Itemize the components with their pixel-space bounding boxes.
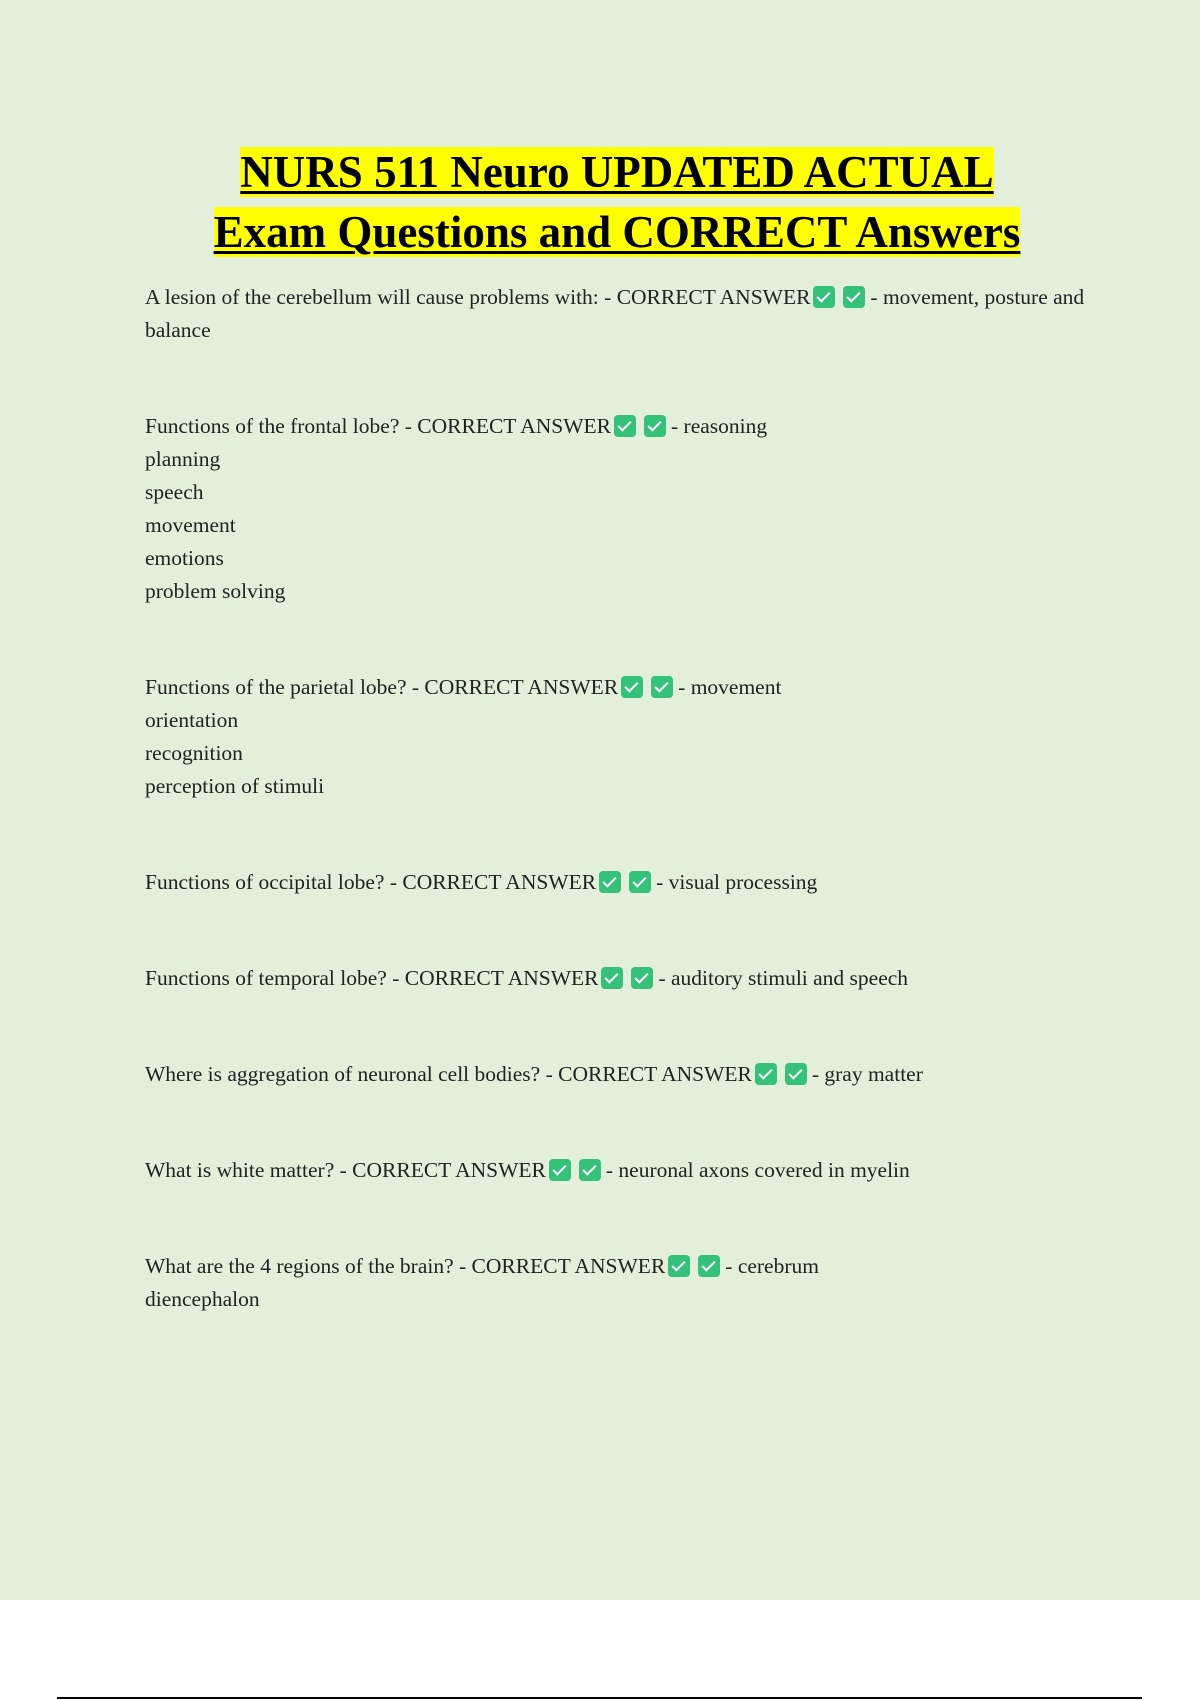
green-checkmark-icon bbox=[785, 1063, 807, 1085]
qa-question-line bbox=[145, 962, 1095, 995]
correct-answer-marker: - CORRECT ANSWER bbox=[459, 1254, 666, 1278]
answer-text: - movement, posture and balance bbox=[145, 285, 1085, 342]
question-text: Where is aggregation of neuronal cell bodies? bbox=[145, 1062, 546, 1086]
green-checkmark-icon bbox=[668, 1255, 690, 1277]
answer-text: - cerebrum bbox=[725, 1254, 819, 1278]
qa-question-line bbox=[145, 281, 1095, 347]
green-checkmark-icon bbox=[698, 1255, 720, 1277]
qa-question-line bbox=[145, 1154, 1095, 1187]
correct-answer-marker: - CORRECT ANSWER bbox=[392, 966, 599, 990]
title-line-1: NURS 511 Neuro UPDATED ACTUAL bbox=[240, 147, 994, 197]
green-checkmark-icon bbox=[579, 1159, 601, 1181]
answer-line: diencephalon bbox=[145, 1287, 260, 1311]
answer-text: - auditory stimuli and speech bbox=[658, 966, 909, 990]
question-text: Functions of the frontal lobe? bbox=[145, 414, 405, 438]
answer-text: - gray matter bbox=[811, 1062, 923, 1086]
page-divider bbox=[57, 1697, 1142, 1699]
qa-item bbox=[145, 671, 1095, 803]
answer-text: - visual processing bbox=[656, 870, 818, 894]
correct-answer-marker: - CORRECT ANSWER bbox=[404, 414, 611, 438]
qa-question-line bbox=[145, 1250, 1095, 1283]
qa-item bbox=[145, 962, 1095, 995]
green-checkmark-icon bbox=[843, 286, 865, 308]
answer-line: speech bbox=[145, 480, 204, 504]
qa-item bbox=[145, 1154, 1095, 1187]
answer-text: - neuronal axons covered in myelin bbox=[605, 1158, 910, 1182]
correct-answer-marker: - CORRECT ANSWER bbox=[411, 675, 619, 699]
green-checkmark-icon bbox=[631, 967, 653, 989]
qa-item bbox=[145, 1250, 1095, 1316]
correct-answer-marker: - CORRECT ANSWER bbox=[339, 1158, 546, 1182]
green-checkmark-icon bbox=[629, 871, 651, 893]
answer-line: orientation bbox=[145, 708, 239, 732]
green-checkmark-icon bbox=[813, 286, 835, 308]
document-title bbox=[0, 142, 1200, 262]
green-checkmark-icon bbox=[599, 871, 621, 893]
answer-line: planning bbox=[145, 447, 221, 471]
correct-answer-marker: - CORRECT ANSWER bbox=[604, 285, 811, 309]
qa-question-line bbox=[145, 671, 1095, 704]
question-text: Functions of the parietal lobe? bbox=[145, 675, 412, 699]
qa-question-line bbox=[145, 410, 1095, 443]
answer-line: movement bbox=[145, 513, 236, 537]
title-line-2: Exam Questions and CORRECT Answers bbox=[213, 207, 1021, 257]
qa-item bbox=[145, 866, 1095, 899]
qa-item bbox=[145, 410, 1095, 608]
question-text: What is white matter? bbox=[145, 1158, 340, 1182]
correct-answer-marker: - CORRECT ANSWER bbox=[545, 1062, 752, 1086]
question-text: What are the 4 regions of the brain? bbox=[145, 1254, 460, 1278]
answer-text: - movement bbox=[678, 675, 782, 699]
qa-question-line bbox=[145, 866, 1095, 899]
green-checkmark-icon bbox=[621, 676, 643, 698]
answer-line: recognition bbox=[145, 741, 243, 765]
answer-line: emotions bbox=[145, 546, 224, 570]
green-checkmark-icon bbox=[614, 415, 636, 437]
correct-answer-marker: - CORRECT ANSWER bbox=[389, 870, 597, 894]
green-checkmark-icon bbox=[755, 1063, 777, 1085]
question-text: Functions of occipital lobe? bbox=[145, 870, 390, 894]
qa-list bbox=[145, 281, 1095, 1316]
green-checkmark-icon bbox=[644, 415, 666, 437]
green-checkmark-icon bbox=[651, 676, 673, 698]
question-text: Functions of temporal lobe? bbox=[145, 966, 393, 990]
green-checkmark-icon bbox=[549, 1159, 571, 1181]
question-text: A lesion of the cerebellum will cause problems with: bbox=[145, 285, 605, 309]
qa-question-line bbox=[145, 1058, 1095, 1091]
answer-text: - reasoning bbox=[671, 414, 768, 438]
qa-item bbox=[145, 281, 1095, 347]
green-checkmark-icon bbox=[601, 967, 623, 989]
answer-line: problem solving bbox=[145, 579, 286, 603]
qa-item bbox=[145, 1058, 1095, 1091]
answer-line: perception of stimuli bbox=[145, 774, 325, 798]
